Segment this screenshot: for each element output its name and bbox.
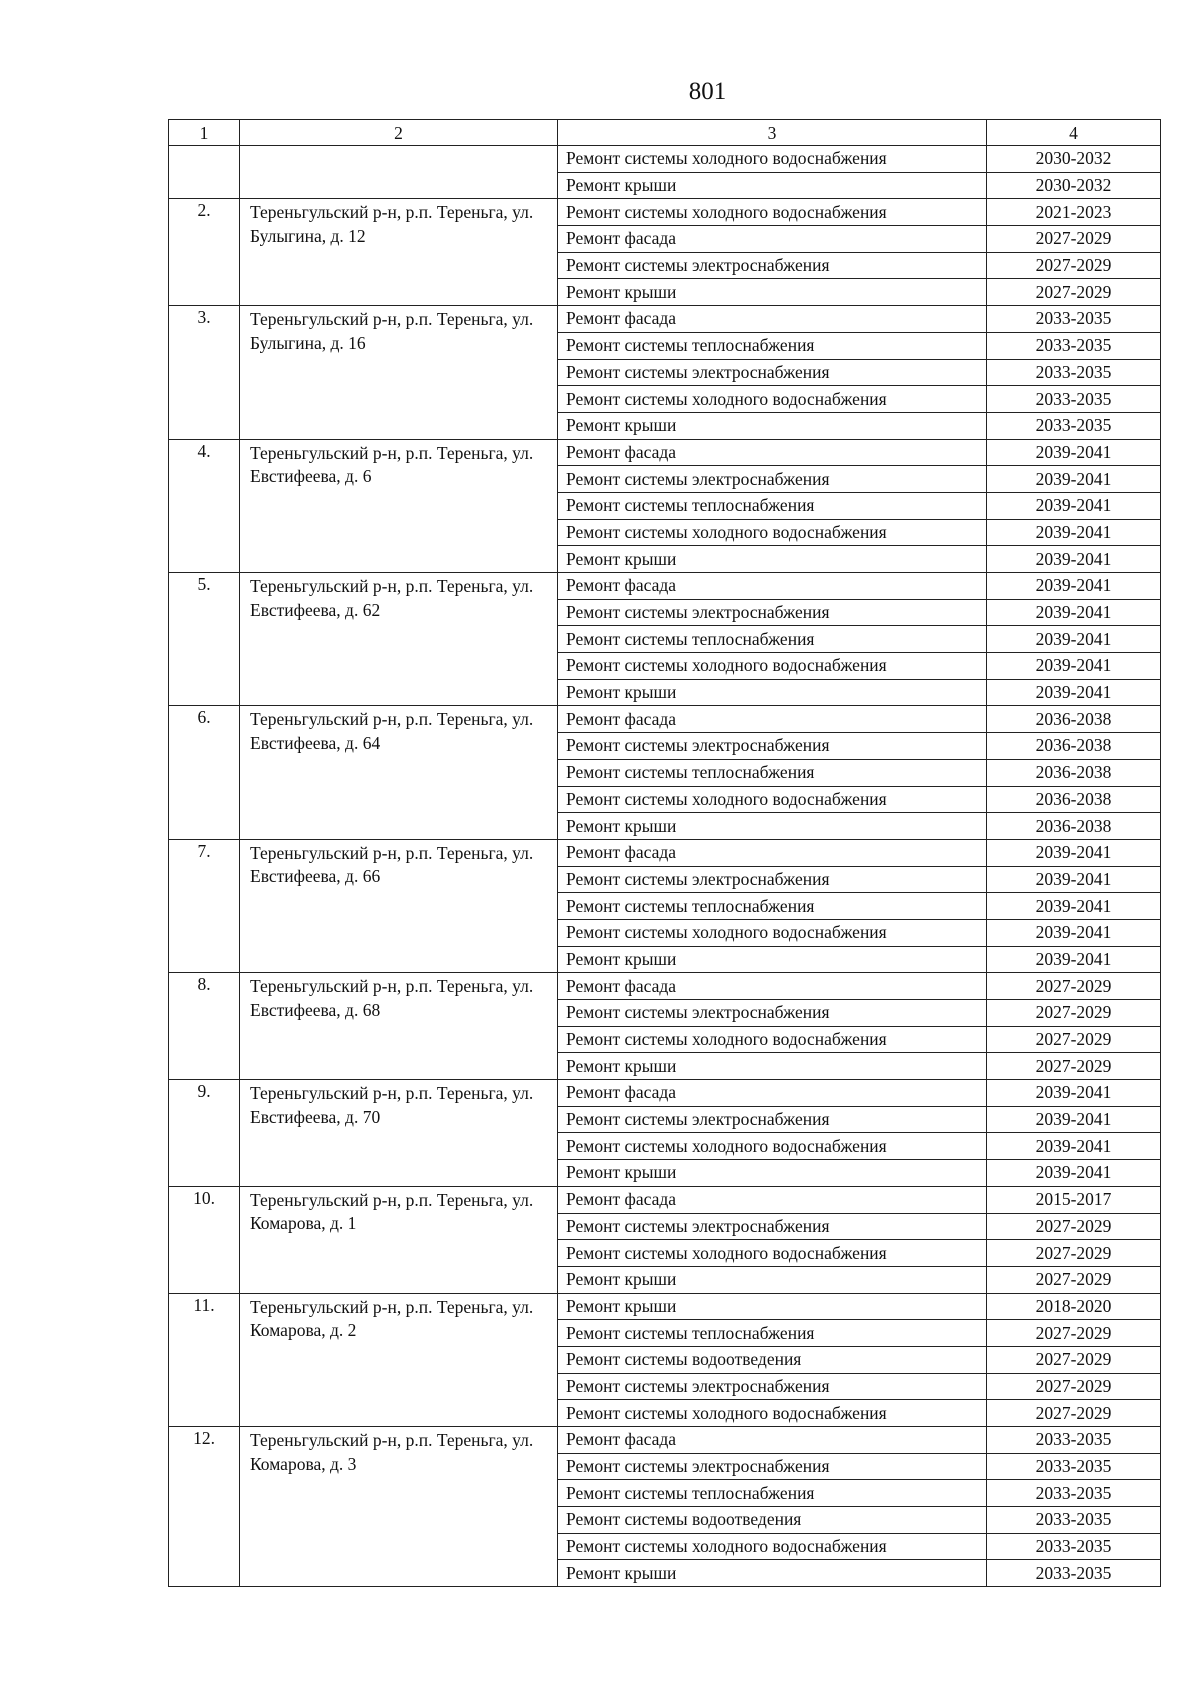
entry-number	[169, 146, 240, 199]
repair-period: 2036-2038	[987, 786, 1161, 813]
repair-work: Ремонт системы теплоснабжения	[558, 1320, 987, 1347]
repair-period: 2039-2041	[987, 1133, 1161, 1160]
repair-period: 2033-2035	[987, 1507, 1161, 1534]
repair-work: Ремонт системы теплоснабжения	[558, 893, 987, 920]
repair-period: 2027-2029	[987, 1053, 1161, 1080]
repair-work: Ремонт системы электроснабжения	[558, 359, 987, 386]
repair-work: Ремонт системы теплоснабжения	[558, 332, 987, 359]
repair-period: 2033-2035	[987, 1427, 1161, 1454]
repair-work: Ремонт системы теплоснабжения	[558, 759, 987, 786]
repair-period: 2039-2041	[987, 546, 1161, 573]
entry-number: 8.	[169, 973, 240, 1080]
repair-work: Ремонт фасада	[558, 1186, 987, 1213]
page-number: 801	[688, 78, 727, 105]
entry-number: 6.	[169, 706, 240, 839]
repair-work: Ремонт системы холодного водоснабжения	[558, 386, 987, 413]
repair-period: 2027-2029	[987, 279, 1161, 306]
repair-work: Ремонт системы холодного водоснабжения	[558, 519, 987, 546]
table-row	[169, 199, 1161, 226]
repair-period: 2036-2038	[987, 813, 1161, 840]
repair-period: 2039-2041	[987, 919, 1161, 946]
column-header-1: 1	[169, 120, 240, 146]
entry-number: 7.	[169, 839, 240, 972]
repair-work: Ремонт крыши	[558, 1160, 987, 1187]
building-address: Тереньгульский р-н, р.п. Тереньга, ул. Евстифеева, д. 68	[240, 973, 558, 1080]
repair-period: 2027-2029	[987, 1213, 1161, 1240]
repair-work: Ремонт системы теплоснабжения	[558, 492, 987, 519]
entry-number: 3.	[169, 306, 240, 439]
table-row	[169, 146, 1161, 173]
repair-period: 2027-2029	[987, 252, 1161, 279]
repair-period: 2033-2035	[987, 332, 1161, 359]
repair-period: 2039-2041	[987, 893, 1161, 920]
repair-work: Ремонт системы холодного водоснабжения	[558, 1533, 987, 1560]
building-address: Тереньгульский р-н, р.п. Тереньга, ул. Комарова, д. 2	[240, 1293, 558, 1426]
repair-period: 2033-2035	[987, 1560, 1161, 1587]
repair-work: Ремонт системы водоотведения	[558, 1507, 987, 1534]
table-row	[169, 1293, 1161, 1320]
repair-period: 2027-2029	[987, 973, 1161, 1000]
repair-work: Ремонт крыши	[558, 679, 987, 706]
repair-work: Ремонт системы электроснабжения	[558, 599, 987, 626]
repair-work: Ремонт крыши	[558, 172, 987, 199]
repair-period: 2036-2038	[987, 733, 1161, 760]
table-row	[169, 573, 1161, 600]
entry-number: 12.	[169, 1427, 240, 1587]
repair-period: 2039-2041	[987, 492, 1161, 519]
building-address: Тереньгульский р-н, р.п. Тереньга, ул. Евстифеева, д. 70	[240, 1080, 558, 1187]
repair-work: Ремонт системы холодного водоснабжения	[558, 1133, 987, 1160]
repair-period: 2039-2041	[987, 1106, 1161, 1133]
repair-period: 2030-2032	[987, 146, 1161, 173]
repair-work: Ремонт системы холодного водоснабжения	[558, 786, 987, 813]
table-row	[169, 1186, 1161, 1213]
repair-work: Ремонт системы водоотведения	[558, 1346, 987, 1373]
column-number-row	[169, 120, 1161, 146]
repair-period: 2027-2029	[987, 1346, 1161, 1373]
table-row	[169, 706, 1161, 733]
repair-work: Ремонт фасада	[558, 1427, 987, 1454]
repair-work: Ремонт системы теплоснабжения	[558, 626, 987, 653]
repair-work: Ремонт крыши	[558, 412, 987, 439]
repair-work: Ремонт фасада	[558, 839, 987, 866]
repair-period: 2039-2041	[987, 573, 1161, 600]
entry-number: 5.	[169, 573, 240, 706]
repair-work: Ремонт фасада	[558, 973, 987, 1000]
repair-period: 2039-2041	[987, 839, 1161, 866]
repair-period: 2039-2041	[987, 866, 1161, 893]
repair-period: 2039-2041	[987, 466, 1161, 493]
repair-work: Ремонт фасада	[558, 706, 987, 733]
repair-period: 2027-2029	[987, 1320, 1161, 1347]
entry-number: 4.	[169, 439, 240, 572]
table-row	[169, 1427, 1161, 1454]
building-address: Тереньгульский р-н, р.п. Тереньга, ул. Комарова, д. 3	[240, 1427, 558, 1587]
repair-period: 2015-2017	[987, 1186, 1161, 1213]
repair-period: 2039-2041	[987, 653, 1161, 680]
repair-work: Ремонт фасада	[558, 306, 987, 333]
repair-work: Ремонт системы электроснабжения	[558, 1213, 987, 1240]
repair-period: 2039-2041	[987, 439, 1161, 466]
repair-work: Ремонт системы электроснабжения	[558, 866, 987, 893]
repair-work: Ремонт системы электроснабжения	[558, 1453, 987, 1480]
repair-work: Ремонт системы холодного водоснабжения	[558, 1026, 987, 1053]
repair-work: Ремонт системы холодного водоснабжения	[558, 1240, 987, 1267]
repair-period: 2039-2041	[987, 1080, 1161, 1107]
table-row	[169, 973, 1161, 1000]
repair-work: Ремонт системы холодного водоснабжения	[558, 146, 987, 173]
repair-work: Ремонт системы электроснабжения	[558, 1106, 987, 1133]
repair-work: Ремонт фасада	[558, 573, 987, 600]
repair-period: 2027-2029	[987, 1400, 1161, 1427]
repair-period: 2033-2035	[987, 1533, 1161, 1560]
table-row	[169, 1080, 1161, 1107]
repair-work: Ремонт крыши	[558, 1053, 987, 1080]
building-address: Тереньгульский р-н, р.п. Тереньга, ул. Булыгина, д. 16	[240, 306, 558, 439]
repair-work: Ремонт крыши	[558, 1266, 987, 1293]
repair-period: 2036-2038	[987, 759, 1161, 786]
repair-work: Ремонт фасада	[558, 439, 987, 466]
table-row	[169, 306, 1161, 333]
building-address: Тереньгульский р-н, р.п. Тереньга, ул. Евстифеева, д. 6	[240, 439, 558, 572]
repair-work: Ремонт системы холодного водоснабжения	[558, 199, 987, 226]
column-header-3: 3	[558, 120, 987, 146]
repair-period: 2033-2035	[987, 359, 1161, 386]
repair-work: Ремонт системы электроснабжения	[558, 252, 987, 279]
repair-period: 2039-2041	[987, 626, 1161, 653]
repair-period: 2027-2029	[987, 1373, 1161, 1400]
repair-period: 2027-2029	[987, 1026, 1161, 1053]
building-address: Тереньгульский р-н, р.п. Тереньга, ул. Булыгина, д. 12	[240, 199, 558, 306]
repair-period: 2030-2032	[987, 172, 1161, 199]
entry-number: 11.	[169, 1293, 240, 1426]
repair-period: 2033-2035	[987, 412, 1161, 439]
column-header-4: 4	[987, 120, 1161, 146]
repair-work: Ремонт крыши	[558, 546, 987, 573]
entry-number: 10.	[169, 1186, 240, 1293]
repair-work: Ремонт системы холодного водоснабжения	[558, 1400, 987, 1427]
repair-work: Ремонт крыши	[558, 946, 987, 973]
building-address: Тереньгульский р-н, р.п. Тереньга, ул. Евстифеева, д. 64	[240, 706, 558, 839]
repair-period: 2039-2041	[987, 679, 1161, 706]
column-header-2: 2	[240, 120, 558, 146]
repair-schedule-table	[168, 119, 1161, 1587]
building-address: Тереньгульский р-н, р.п. Тереньга, ул. Евстифеева, д. 62	[240, 573, 558, 706]
repair-period: 2039-2041	[987, 1160, 1161, 1187]
repair-period: 2039-2041	[987, 946, 1161, 973]
repair-period: 2033-2035	[987, 1480, 1161, 1507]
building-address: Тереньгульский р-н, р.п. Тереньга, ул. Комарова, д. 1	[240, 1186, 558, 1293]
repair-work: Ремонт системы теплоснабжения	[558, 1480, 987, 1507]
repair-period: 2039-2041	[987, 519, 1161, 546]
building-address	[240, 146, 558, 199]
repair-period: 2039-2041	[987, 599, 1161, 626]
repair-period: 2027-2029	[987, 1266, 1161, 1293]
table-row	[169, 839, 1161, 866]
repair-work: Ремонт крыши	[558, 1293, 987, 1320]
repair-period: 2033-2035	[987, 306, 1161, 333]
table-row	[169, 439, 1161, 466]
repair-period: 2021-2023	[987, 199, 1161, 226]
entry-number: 2.	[169, 199, 240, 306]
repair-period: 2033-2035	[987, 386, 1161, 413]
repair-work: Ремонт фасада	[558, 1080, 987, 1107]
repair-period: 2033-2035	[987, 1453, 1161, 1480]
repair-work: Ремонт фасада	[558, 226, 987, 253]
repair-work: Ремонт крыши	[558, 813, 987, 840]
repair-period: 2027-2029	[987, 226, 1161, 253]
repair-work: Ремонт системы холодного водоснабжения	[558, 653, 987, 680]
repair-period: 2036-2038	[987, 706, 1161, 733]
repair-period: 2027-2029	[987, 1000, 1161, 1027]
repair-work: Ремонт крыши	[558, 279, 987, 306]
repair-period: 2018-2020	[987, 1293, 1161, 1320]
repair-work: Ремонт системы электроснабжения	[558, 466, 987, 493]
repair-work: Ремонт системы электроснабжения	[558, 1373, 987, 1400]
entry-number: 9.	[169, 1080, 240, 1187]
repair-work: Ремонт системы электроснабжения	[558, 1000, 987, 1027]
building-address: Тереньгульский р-н, р.п. Тереньга, ул. Евстифеева, д. 66	[240, 839, 558, 972]
repair-period: 2027-2029	[987, 1240, 1161, 1267]
repair-work: Ремонт системы холодного водоснабжения	[558, 919, 987, 946]
repair-work: Ремонт системы электроснабжения	[558, 733, 987, 760]
table-body	[169, 120, 1161, 1587]
repair-work: Ремонт крыши	[558, 1560, 987, 1587]
